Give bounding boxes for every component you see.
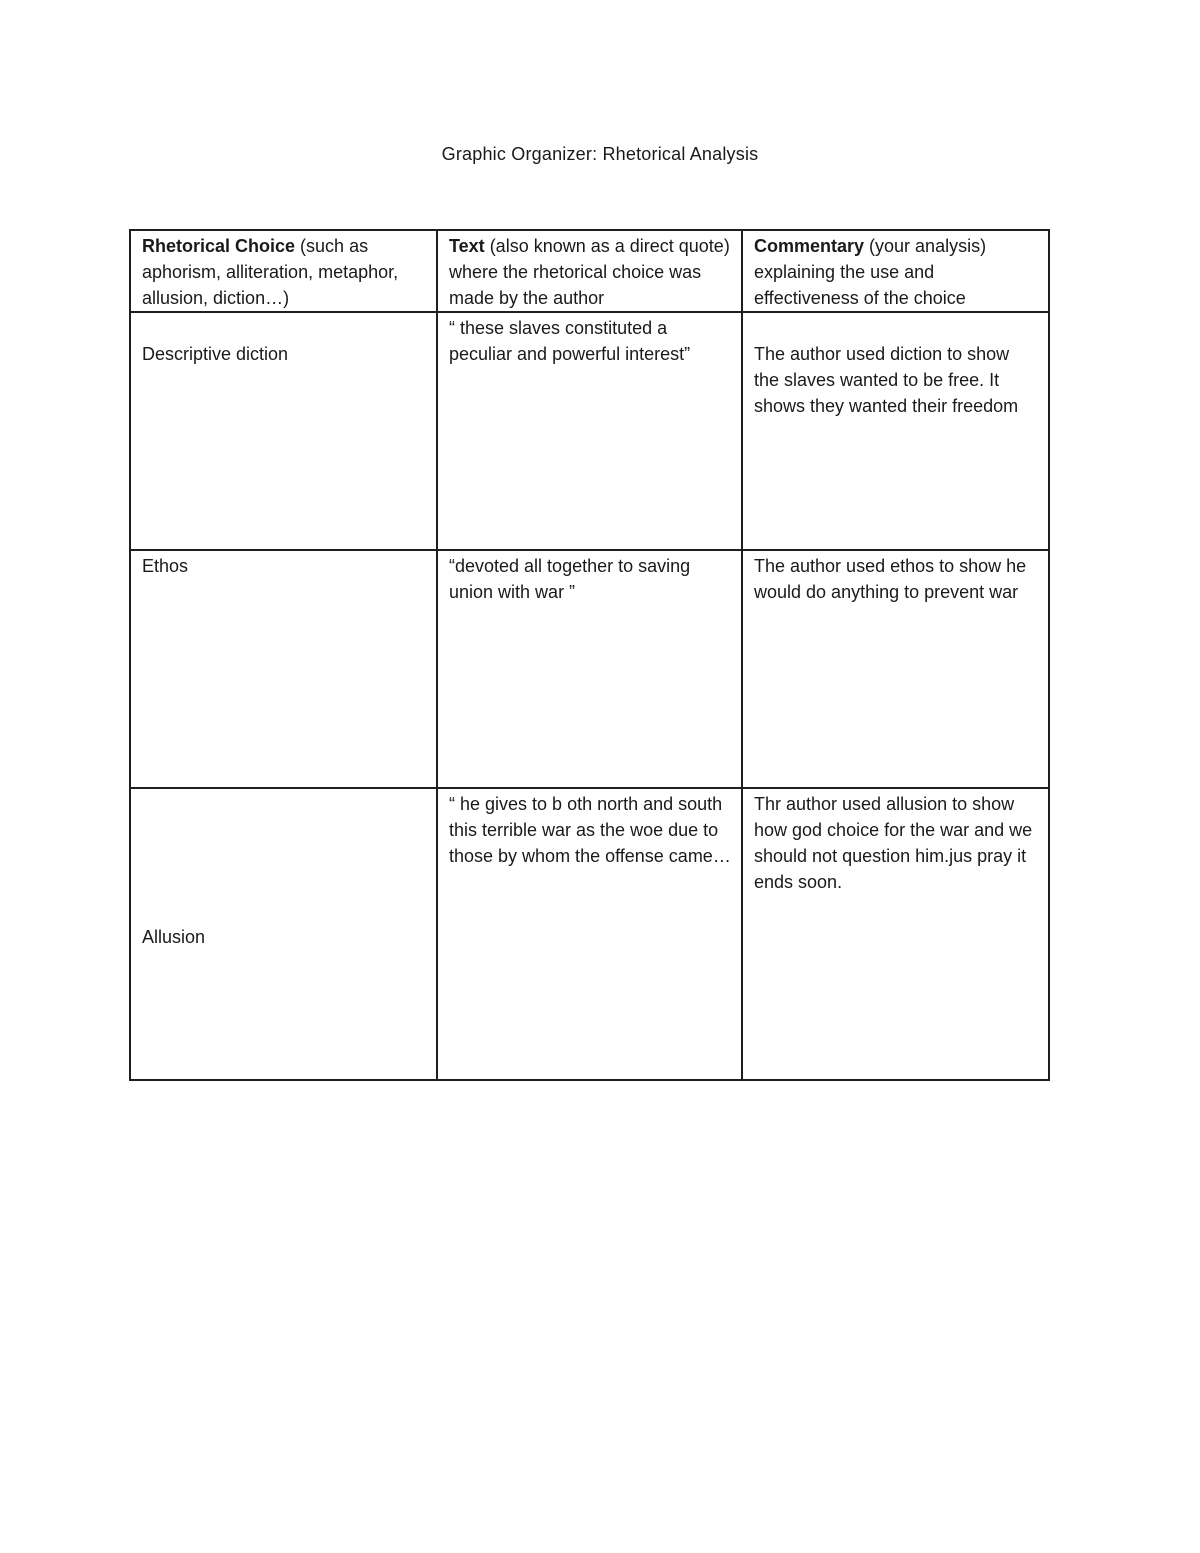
page-title: Graphic Organizer: Rhetorical Analysis xyxy=(441,144,759,164)
cell-commentary xyxy=(742,550,1049,788)
quote-text: “ these slaves constituted a peculiar and powerful interest” xyxy=(449,318,691,364)
quote-text: “devoted all together to saving union with war ” xyxy=(449,556,691,602)
cell-quote xyxy=(437,788,742,1080)
commentary-text: The author used diction to show the slaves wanted to be free. It shows they wanted their freedom xyxy=(754,344,1019,416)
commentary-text: The author used ethos to show he would do anything to prevent war xyxy=(754,556,1027,602)
cell-commentary xyxy=(742,312,1049,550)
choice-text: Descriptive diction xyxy=(142,344,289,364)
cell-choice xyxy=(130,312,437,550)
cell-choice xyxy=(130,788,437,1080)
header-rhetorical-choice xyxy=(130,230,437,312)
header-commentary-rest: (your analysis) explaining the use and effectiveness of the choice xyxy=(754,236,987,308)
cell-quote xyxy=(437,550,742,788)
header-text xyxy=(437,230,742,312)
table-header-row xyxy=(130,230,1049,312)
header-text-bold: Text xyxy=(449,236,485,256)
table-row xyxy=(130,312,1049,550)
cell-quote xyxy=(437,312,742,550)
cell-choice xyxy=(130,550,437,788)
header-text-rest: (also known as a direct quote) where the rhetorical choice was made by the author xyxy=(449,236,730,308)
table-row xyxy=(130,788,1049,1080)
rhetorical-analysis-table xyxy=(129,229,1050,1081)
quote-text: “ he gives to b oth north and south this terrible war as the woe due to those by whom the offense came… xyxy=(449,794,731,866)
commentary-text: Thr author used allusion to show how god choice for the war and we should not question him.jus pray it ends soon. xyxy=(754,794,1033,892)
choice-text: Ethos xyxy=(142,556,189,576)
header-commentary-bold: Commentary xyxy=(754,236,865,256)
header-rhetorical-choice-rest: (such as aphorism, alliteration, metaphor, allusion, diction…) xyxy=(142,236,399,308)
cell-commentary xyxy=(742,788,1049,1080)
choice-text: Allusion xyxy=(142,927,206,947)
header-commentary xyxy=(742,230,1049,312)
header-rhetorical-choice-bold: Rhetorical Choice xyxy=(142,236,296,256)
table-row xyxy=(130,550,1049,788)
